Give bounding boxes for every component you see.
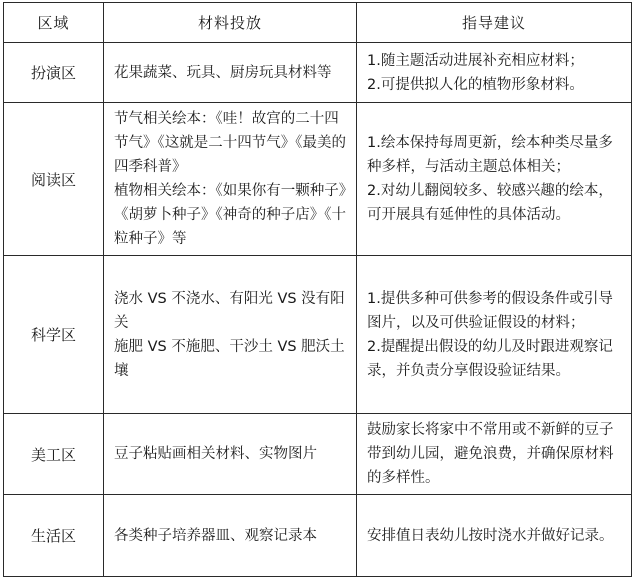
materials-cell bbox=[104, 256, 357, 414]
guidance-text: 安排值日表幼儿按时浇水并做好记录。 bbox=[367, 527, 614, 544]
table-row bbox=[4, 414, 632, 495]
header-materials: 材料投放 bbox=[104, 3, 357, 43]
guidance-text: 2.对幼儿翻阅较多、较感兴趣的绘本，可开展具有延伸性的具体活动。 bbox=[367, 183, 613, 223]
table-row bbox=[4, 43, 632, 103]
table-row bbox=[4, 256, 632, 414]
area-cell: 科学区 bbox=[4, 256, 104, 414]
area-cell: 阅读区 bbox=[4, 103, 104, 256]
area-materials-table bbox=[3, 2, 632, 577]
materials-cell bbox=[104, 495, 357, 577]
area-cell: 扮演区 bbox=[4, 43, 104, 103]
materials-text: 花果蔬菜、玩具、厨房玩具材料等 bbox=[114, 64, 332, 81]
materials-cell bbox=[104, 103, 357, 256]
materials-text: 各类种子培养器皿、观察记录本 bbox=[114, 527, 317, 544]
guidance-text: 1.随主题活动进展补充相应材料； bbox=[367, 52, 584, 69]
area-cell: 生活区 bbox=[4, 495, 104, 577]
header-area: 区域 bbox=[4, 3, 104, 43]
guidance-cell bbox=[357, 43, 632, 103]
guidance-cell bbox=[357, 414, 632, 495]
guidance-cell bbox=[357, 103, 632, 256]
header-guidance: 指导建议 bbox=[357, 3, 632, 43]
guidance-cell bbox=[357, 256, 632, 414]
materials-text: 施肥 VS 不施肥、干沙土 VS 肥沃土壤 bbox=[114, 338, 345, 379]
materials-cell bbox=[104, 414, 357, 495]
guidance-text: 2.提醒提出假设的幼儿及时跟进观察记录，并负责分享假设验证结果。 bbox=[367, 338, 613, 379]
table-header-row bbox=[4, 3, 632, 43]
materials-text: 豆子粘贴画相关材料、实物图片 bbox=[114, 446, 317, 462]
guidance-text: 2.可提供拟人化的植物形象材料。 bbox=[367, 76, 584, 93]
table-row bbox=[4, 495, 632, 577]
materials-cell bbox=[104, 43, 357, 103]
table-row bbox=[4, 103, 632, 256]
guidance-cell bbox=[357, 495, 632, 577]
materials-text: 节气相关绘本：《哇！故宫的二十四节气》《这就是二十四节气》《最美的四季科普》 bbox=[114, 111, 346, 175]
materials-text: 浇水 VS 不浇水、有阳光 VS 没有阳关 bbox=[114, 290, 345, 331]
guidance-text: 鼓励家长将家中不常用或不新鲜的豆子带到幼儿园，避免浪费，并确保原材料的多样性。 bbox=[367, 422, 614, 486]
guidance-text: 1.绘本保持每周更新，绘本种类尽量多种多样，与活动主题总体相关； bbox=[367, 135, 613, 175]
area-cell: 美工区 bbox=[4, 414, 104, 495]
materials-text: 植物相关绘本：《如果你有一颗种子》《胡萝卜种子》《神奇的种子店》《十粒种子》等 bbox=[114, 183, 346, 247]
guidance-text: 1.提供多种可供参考的假设条件或引导图片，以及可供验证假设的材料； bbox=[367, 290, 613, 331]
